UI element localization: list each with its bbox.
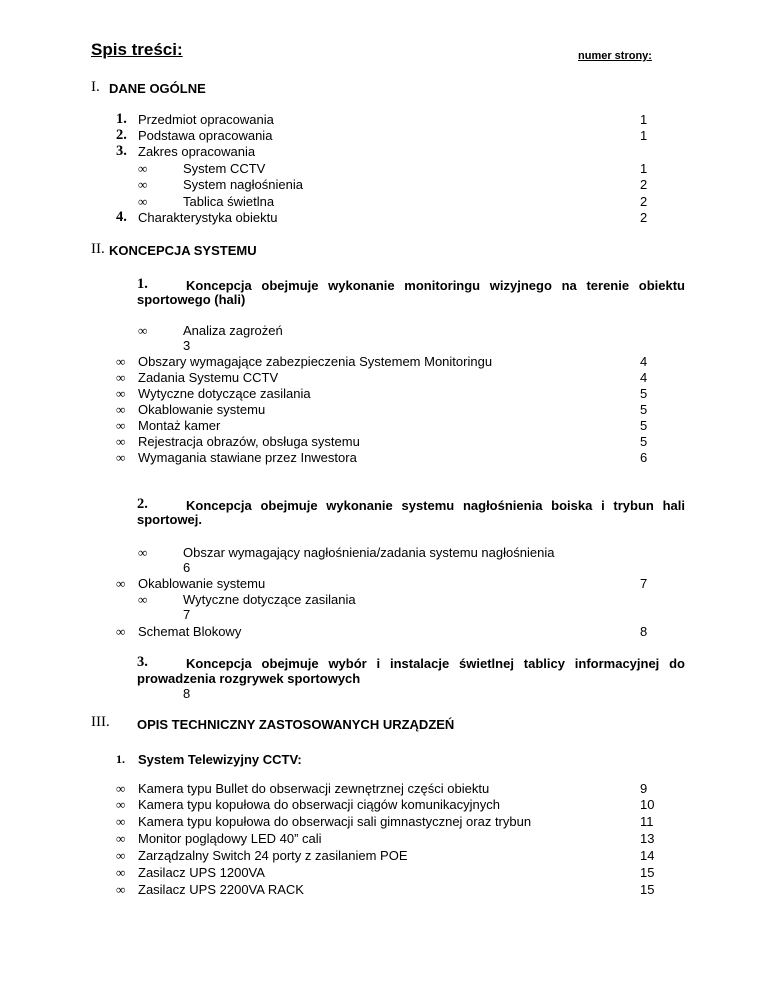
toc-item-label: Kamera typu kopułowa do obserwacji sali gimnastycznej oraz trybun (138, 814, 532, 829)
section-1-heading: DANE OGÓLNE (109, 81, 206, 96)
subsection-heading: Koncepcja obejmuje wykonanie monitoringu wizyjnego na terenie obiektu (186, 278, 685, 293)
toc-item-page: 6 (640, 450, 648, 465)
toc-item-label: Zadania Systemu CCTV (138, 370, 279, 385)
subsection-number: 3. (137, 654, 148, 670)
toc-subitem-label: Obszar wymagający nagłośnienia/zadania systemu nagłośnienia (183, 545, 555, 560)
toc-item-label: Wymagania stawiane przez Inwestora (138, 450, 357, 465)
infinity-bullet-icon: ∞ (116, 814, 126, 829)
toc-item-label: Kamera typu kopułowa do obserwacji ciągów komunikacyjnych (138, 797, 501, 812)
toc-item-label: Kamera typu Bullet do obserwacji zewnętrznej części obiektu (138, 781, 490, 796)
toc-item-page: 9 (640, 781, 648, 796)
section-2-heading: KONCEPCJA SYSTEMU (109, 243, 257, 258)
infinity-bullet-icon: ∞ (116, 797, 126, 812)
infinity-bullet-icon: ∞ (138, 161, 148, 176)
infinity-bullet-icon: ∞ (116, 781, 126, 796)
infinity-bullet-icon: ∞ (138, 545, 148, 560)
infinity-bullet-icon: ∞ (138, 592, 148, 607)
toc-item-page: 5 (640, 386, 648, 401)
subsection-heading-cont: prowadzenia rozgrywek sportowych (137, 671, 361, 686)
toc-item-page: 5 (640, 402, 648, 417)
toc-item-label: Zarządzalny Switch 24 porty z zasilaniem POE (138, 848, 408, 863)
subsection-heading: System Telewizyjny CCTV: (138, 752, 302, 767)
toc-item-page: 14 (640, 848, 655, 863)
toc-item-label: Zasilacz UPS 1200VA (138, 865, 265, 880)
toc-item-label: Charakterystyka obiektu (138, 210, 278, 225)
subsection-number: 1. (116, 752, 125, 766)
toc-subitem-label: Analiza zagrożeń (183, 323, 283, 338)
infinity-bullet-icon: ∞ (116, 370, 126, 385)
toc-item-page: 8 (183, 686, 191, 701)
toc-item-page: 10 (640, 797, 655, 812)
toc-subitem-label: Tablica świetlna (183, 194, 275, 209)
subsection-number: 2. (137, 496, 148, 512)
toc-subitem-label: System CCTV (183, 161, 266, 176)
toc-item-label: Podstawa opracowania (138, 128, 273, 143)
toc-item-page: 1 (640, 128, 648, 143)
toc-item-number: 4. (116, 209, 127, 225)
toc-subitem-label: System nagłośnienia (183, 177, 303, 192)
toc-item-label: Obszary wymagające zabezpieczenia Systemem Monitoringu (138, 354, 493, 369)
toc-item-page: 4 (640, 370, 648, 385)
toc-item-page: 2 (640, 194, 648, 209)
page-title: Spis treści: (91, 40, 183, 59)
toc-item-label: Montaż kamer (138, 418, 221, 433)
subsection-heading: Koncepcja obejmuje wykonanie systemu nagłośnienia boiska i trybun hali (186, 498, 685, 513)
infinity-bullet-icon: ∞ (116, 624, 126, 639)
infinity-bullet-icon: ∞ (138, 194, 148, 209)
toc-item-page: 11 (640, 814, 654, 829)
toc-item-page: 1 (640, 161, 648, 176)
infinity-bullet-icon: ∞ (116, 450, 126, 465)
infinity-bullet-icon: ∞ (116, 354, 126, 369)
infinity-bullet-icon: ∞ (116, 882, 126, 897)
infinity-bullet-icon: ∞ (116, 576, 126, 591)
infinity-bullet-icon: ∞ (116, 848, 126, 863)
toc-item-number: 1. (116, 111, 127, 127)
subsection-heading-cont: sportowej. (137, 512, 203, 527)
toc-item-page: 15 (640, 882, 655, 897)
section-2-numeral: II. (91, 241, 105, 257)
toc-subitem-label: Wytyczne dotyczące zasilania (183, 592, 356, 607)
toc-item-number: 3. (116, 143, 127, 159)
subsection-number: 1. (137, 276, 148, 292)
toc-item-label: Schemat Blokowy (138, 624, 242, 639)
infinity-bullet-icon: ∞ (116, 386, 126, 401)
page-number-column-header: numer strony: (578, 50, 652, 62)
toc-item-label: Wytyczne dotyczące zasilania (138, 386, 311, 401)
section-1-numeral: I. (91, 79, 100, 95)
toc-item-page: 8 (640, 624, 648, 639)
toc-item-label: Okablowanie systemu (138, 576, 266, 591)
toc-item-page: 2 (640, 210, 648, 225)
section-3-numeral: III. (91, 714, 110, 730)
infinity-bullet-icon: ∞ (116, 434, 126, 449)
subsection-heading-cont: sportowego (hali) (137, 292, 246, 307)
toc-item-page: 7 (183, 607, 191, 622)
toc-item-page: 15 (640, 865, 655, 880)
toc-item-label: Zasilacz UPS 2200VA RACK (138, 882, 304, 897)
toc-item-page: 4 (640, 354, 648, 369)
section-3-heading: OPIS TECHNICZNY ZASTOSOWANYCH URZĄDZEŃ (137, 717, 455, 732)
subsection-heading: Koncepcja obejmuje wybór i instalacje świetlnej tablicy informacyjnej do (186, 656, 685, 671)
toc-item-label: Monitor poglądowy LED 40” cali (138, 831, 322, 846)
infinity-bullet-icon: ∞ (116, 418, 126, 433)
infinity-bullet-icon: ∞ (138, 323, 148, 338)
infinity-bullet-icon: ∞ (138, 177, 148, 192)
toc-item-page: 1 (640, 112, 648, 127)
toc-item-label: Zakres opracowania (138, 144, 256, 159)
infinity-bullet-icon: ∞ (116, 865, 126, 880)
toc-item-page: 2 (640, 177, 648, 192)
toc-item-page: 5 (640, 418, 648, 433)
toc-item-page: 5 (640, 434, 648, 449)
toc-item-label: Przedmiot opracowania (138, 112, 274, 127)
toc-item-page: 13 (640, 831, 655, 846)
toc-item-label: Rejestracja obrazów, obsługa systemu (138, 434, 360, 449)
toc-item-page: 6 (183, 560, 191, 575)
infinity-bullet-icon: ∞ (116, 402, 126, 417)
toc-item-label: Okablowanie systemu (138, 402, 266, 417)
infinity-bullet-icon: ∞ (116, 831, 126, 846)
toc-item-number: 2. (116, 127, 127, 143)
toc-item-page: 3 (183, 338, 191, 353)
toc-item-page: 7 (640, 576, 648, 591)
